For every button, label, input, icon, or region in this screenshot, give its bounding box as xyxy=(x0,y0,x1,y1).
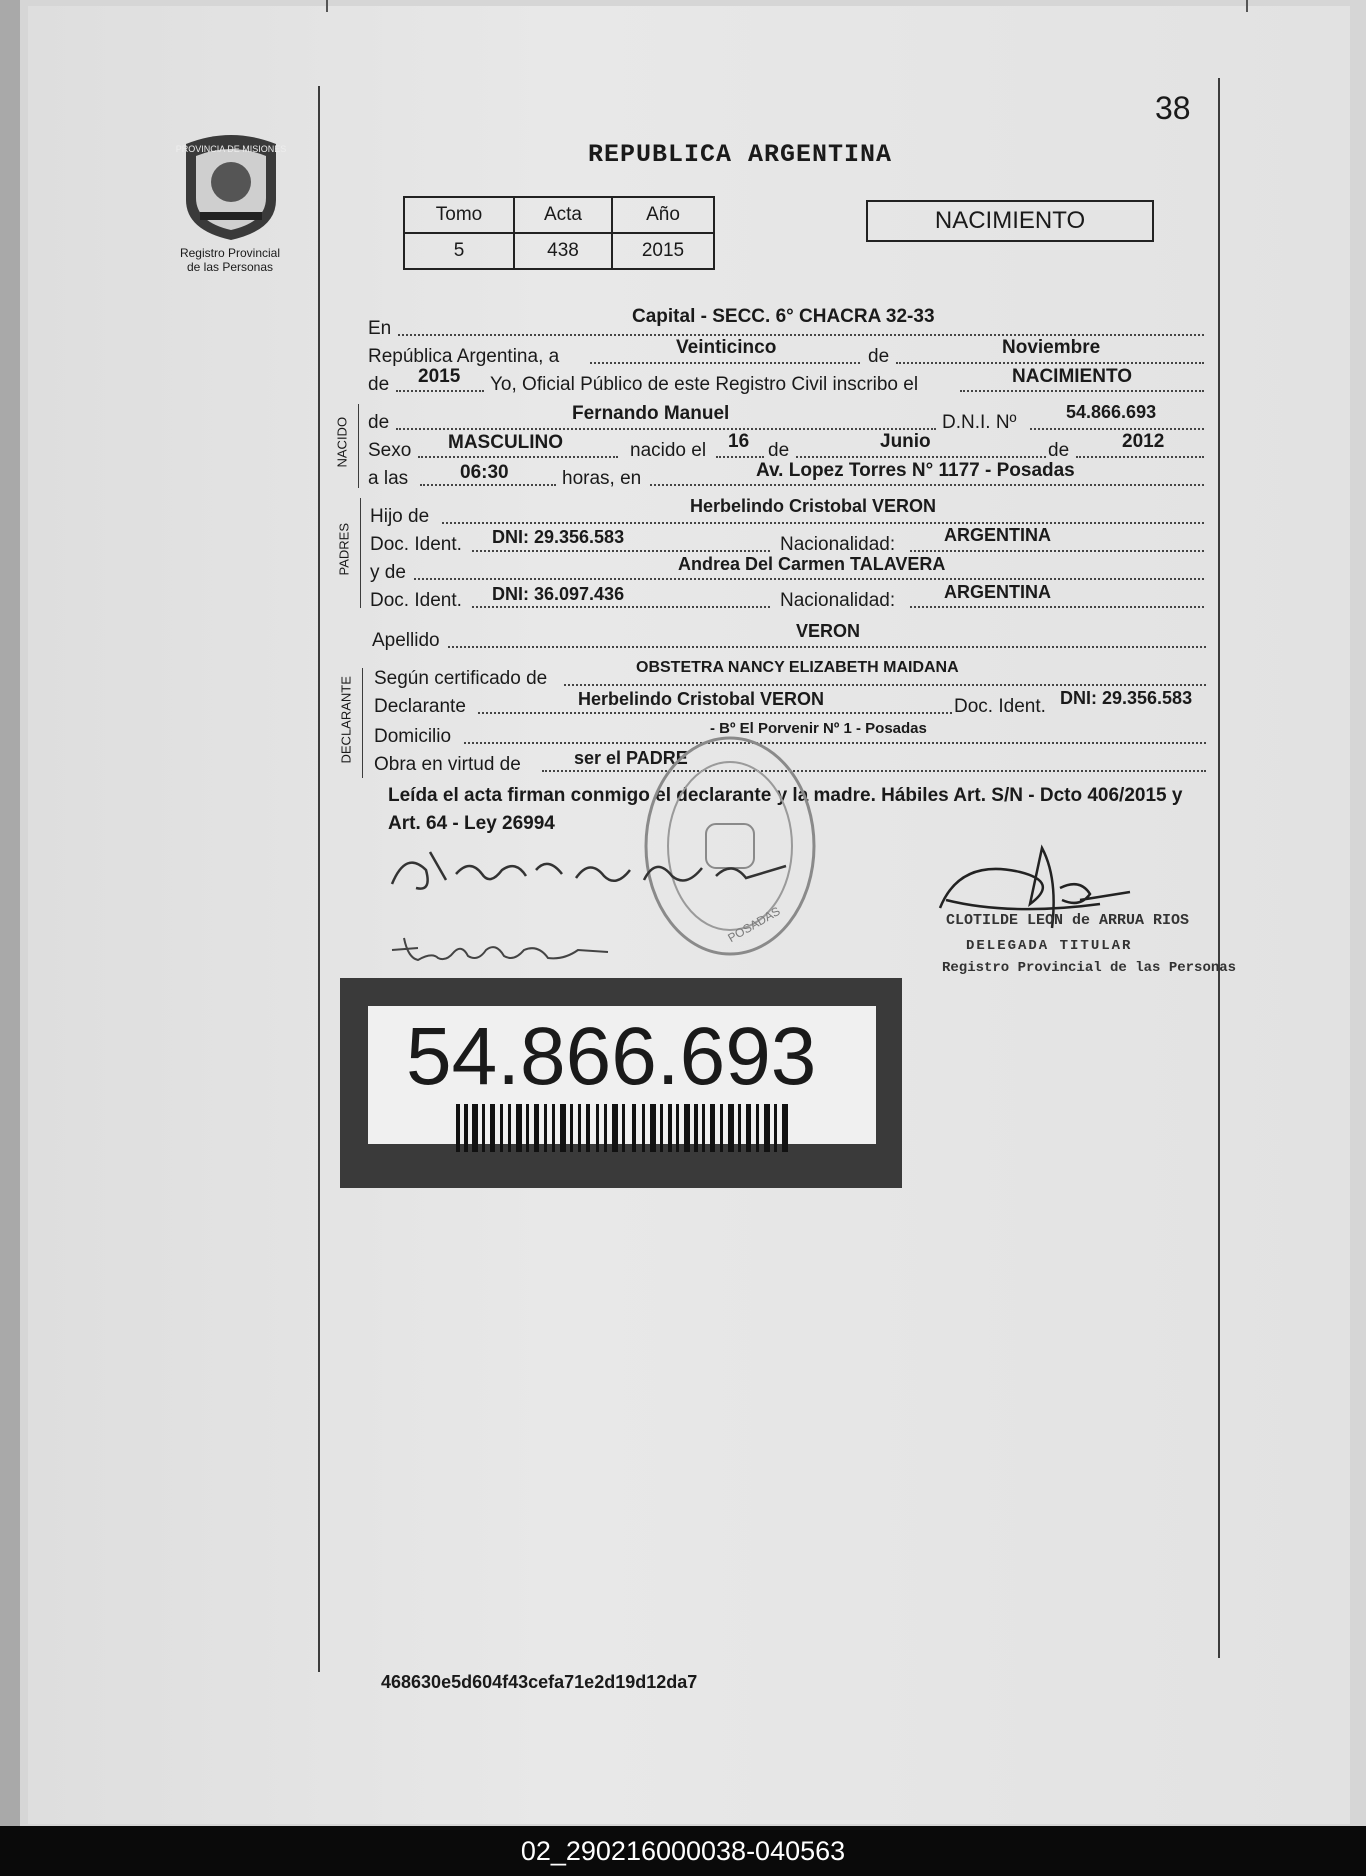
value-acta: 438 xyxy=(514,233,612,269)
label-segun: Según certificado de xyxy=(374,668,548,689)
barcode-card xyxy=(368,1006,876,1144)
value-certificate: OBSTETRA NANCY ELIZABETH MAIDANA xyxy=(636,659,959,676)
value-address: - Bº El Porvenir Nº 1 - Posadas xyxy=(710,720,927,737)
scan-edge-shadow xyxy=(0,0,20,1826)
value-tomo: 5 xyxy=(404,233,514,269)
dotted-line xyxy=(650,484,1204,486)
crest-text: PROVINCIA DE MISIONES xyxy=(176,144,286,154)
label-domicilio: Domicilio xyxy=(374,726,452,747)
dotted-line xyxy=(716,456,764,458)
label-y-de: y de xyxy=(370,562,406,583)
dotted-line xyxy=(414,578,1204,580)
value-father-nationality: ARGENTINA xyxy=(944,525,1051,545)
document-hash: 468630e5d604f43cefa71e2d19d12da7 xyxy=(381,1672,698,1692)
label-de2: de xyxy=(368,374,390,395)
label-sexo: Sexo xyxy=(368,440,412,461)
dotted-line xyxy=(796,456,1046,458)
provincial-crest-logo xyxy=(176,130,286,242)
registry-caption: Registro Provincial de las Personas xyxy=(179,246,281,274)
value-birth-day: 16 xyxy=(728,431,750,452)
value-inscribe: NACIMIENTO xyxy=(1012,366,1132,387)
value-birth-month: Junio xyxy=(880,431,931,452)
dotted-line xyxy=(896,362,1204,364)
label-dni: D.N.I. Nº xyxy=(942,412,1017,433)
dotted-line xyxy=(1030,428,1204,430)
dotted-line xyxy=(396,390,484,392)
section-rule xyxy=(358,404,359,488)
dotted-line xyxy=(1076,456,1204,458)
value-capacity: ser el PADRE xyxy=(574,748,688,768)
header-acta: Acta xyxy=(514,197,612,233)
value-mother-doc: DNI: 36.097.436 xyxy=(492,584,625,604)
value-father: Herbelindo Cristobal VERON xyxy=(690,496,937,516)
dotted-line xyxy=(960,390,1204,392)
registry-table xyxy=(403,196,715,270)
value-dni: 54.866.693 xyxy=(1066,402,1157,422)
header-tomo: Tomo xyxy=(404,197,514,233)
label-declarante: Declarante xyxy=(374,696,466,717)
barcode-bars xyxy=(456,1104,792,1152)
value-birth-time: 06:30 xyxy=(460,462,509,483)
label-republica: República Argentina, a xyxy=(368,346,560,367)
label-de-mes: de xyxy=(768,440,790,461)
value-day-words: Veinticinco xyxy=(676,337,777,358)
dotted-line xyxy=(910,606,1204,608)
left-margin-line xyxy=(318,86,320,1672)
label-en: En xyxy=(368,318,392,339)
label-obra: Obra en virtud de xyxy=(374,754,521,775)
value-birth-place: Av. Lopez Torres N° 1177 - Posadas xyxy=(756,460,1075,481)
document-title: REPUBLICA ARGENTINA xyxy=(588,140,893,169)
value-declarant-doc: DNI: 29.356.583 xyxy=(1060,688,1193,708)
value-month: Noviembre xyxy=(1002,337,1101,358)
label-hijo-de: Hijo de xyxy=(370,506,430,527)
top-edge-mark xyxy=(1246,0,1248,12)
dotted-line xyxy=(418,456,618,458)
label-de: de xyxy=(868,346,890,367)
header-anio: Año xyxy=(612,197,714,233)
dotted-line xyxy=(910,550,1204,552)
value-mother: Andrea Del Carmen TALAVERA xyxy=(678,554,946,574)
side-label-padres: PADRES xyxy=(336,523,352,576)
page-number: 38 xyxy=(1155,90,1191,126)
value-declarant: Herbelindo Cristobal VERON xyxy=(578,689,825,709)
label-nacionalidad-2: Nacionalidad: xyxy=(780,590,896,611)
label-doc-ident: Doc. Ident. xyxy=(370,534,462,555)
value-birth-year: 2012 xyxy=(1122,431,1165,452)
dotted-line xyxy=(472,550,770,552)
label-de-name: de xyxy=(368,412,390,433)
label-apellido: Apellido xyxy=(372,630,440,651)
official-office: Registro Provincial de las Personas xyxy=(942,960,1237,976)
declarant-signature xyxy=(386,840,806,902)
mother-signature xyxy=(388,928,624,968)
value-anio: 2015 xyxy=(612,233,714,269)
dotted-line xyxy=(420,484,556,486)
scan-footer-id: 02_290216000038-040563 xyxy=(0,1826,1366,1876)
dotted-line xyxy=(464,742,1206,744)
side-label-nacido: NACIDO xyxy=(334,416,350,468)
value-surname: VERON xyxy=(796,621,861,641)
label-yo: Yo, Oficial Público de este Registro Civil inscribo el xyxy=(490,374,919,395)
act-type-box: NACIMIENTO xyxy=(866,200,1154,242)
section-rule xyxy=(362,668,363,778)
label-a-las: a las xyxy=(368,468,409,489)
official-name: CLOTILDE LEON de ARRUA RIOS xyxy=(946,912,1190,929)
label-horas-en: horas, en xyxy=(562,468,642,489)
dotted-line xyxy=(398,334,1204,336)
top-edge-mark xyxy=(326,0,328,12)
dotted-line xyxy=(442,522,1204,524)
label-nacido-el: nacido el xyxy=(630,440,707,461)
seal-text: POSADAS xyxy=(725,903,783,946)
dotted-line xyxy=(472,606,770,608)
barcode-number: 54.866.693 xyxy=(406,1011,817,1102)
label-doc-ident-2: Doc. Ident. xyxy=(370,590,462,611)
label-nacionalidad: Nacionalidad: xyxy=(780,534,896,555)
dotted-line xyxy=(564,684,1206,686)
dotted-line xyxy=(448,646,1206,648)
official-role: DELEGADA TITULAR xyxy=(966,938,1133,954)
dni-barcode-sticker xyxy=(340,978,902,1188)
dotted-line xyxy=(396,428,936,430)
value-father-doc: DNI: 29.356.583 xyxy=(492,527,625,547)
dotted-line xyxy=(478,712,952,714)
label-de-anio: de xyxy=(1048,440,1070,461)
closing-paragraph: Leída el acta firman conmigo el declarante y la madre. Hábiles Art. S/N - Dcto 406/2015 y Art. 64 - Ley 26994 xyxy=(388,785,1183,834)
value-place: Capital - SECC. 6° CHACRA 32-33 xyxy=(632,306,935,327)
value-year: 2015 xyxy=(418,366,461,387)
value-sex: MASCULINO xyxy=(448,432,564,453)
label-declarant-doc: Doc. Ident. xyxy=(954,696,1046,717)
value-name: Fernando Manuel xyxy=(572,403,730,424)
section-rule xyxy=(360,498,361,608)
value-mother-nationality: ARGENTINA xyxy=(944,582,1051,602)
dotted-line xyxy=(590,362,860,364)
right-margin-line xyxy=(1218,78,1220,1658)
side-label-declarante: DECLARANTE xyxy=(338,676,354,764)
